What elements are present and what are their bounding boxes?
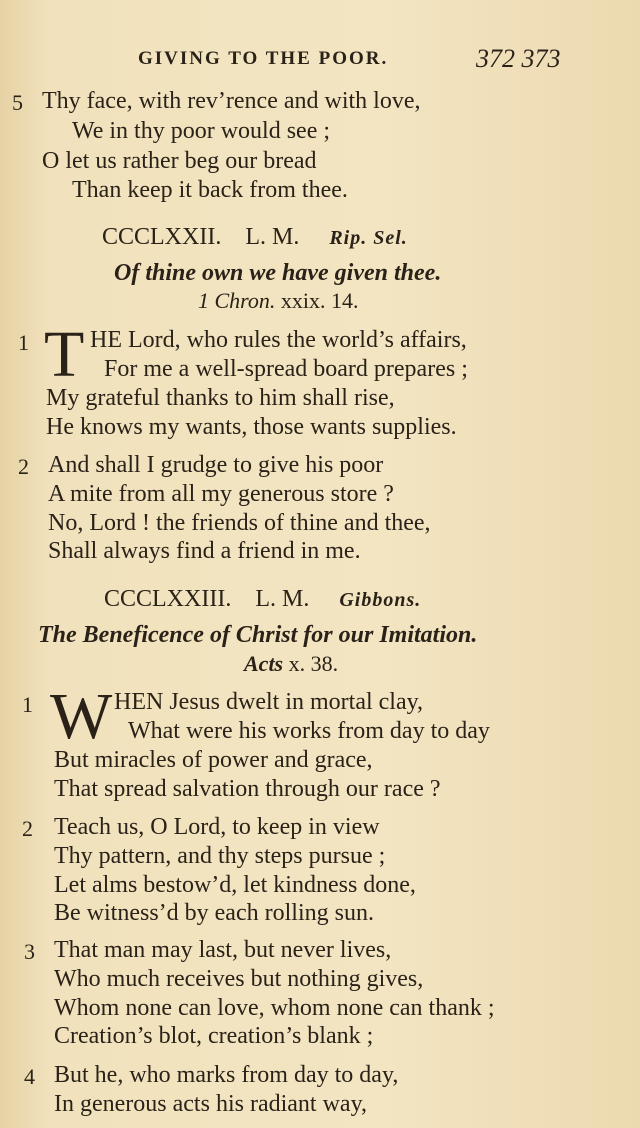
verse-line: No, Lord ! the friends of thine and thee,	[48, 510, 431, 536]
hymn-tune: Rip. Sel.	[329, 227, 408, 249]
stanza-number: 2	[18, 454, 29, 479]
ref-chapter: xxix. 14.	[280, 288, 359, 313]
verse-line: Creation’s blot, creation’s blank ;	[54, 1023, 374, 1049]
verse-line: We in thy poor would see ;	[72, 118, 331, 144]
ref-chapter: x. 38.	[288, 651, 339, 676]
hymn-heading	[102, 224, 408, 251]
verse-line: Who much receives but nothing gives,	[54, 966, 424, 992]
stanza-number: 5	[12, 90, 23, 115]
verse-line: In generous acts his radiant way,	[54, 1091, 368, 1117]
hymn-title: The Beneficence of Christ for our Imitation.	[38, 622, 478, 648]
verse-line: Be witness’d by each rolling sun.	[54, 900, 374, 926]
drop-cap: W	[50, 680, 113, 753]
stanza-number: 3	[24, 939, 35, 964]
page-numbers: 372 373	[476, 44, 561, 73]
hymn-number: CCCLXXIII.	[104, 586, 232, 612]
hymn-number: CCCLXXII.	[102, 224, 222, 250]
ref-book: Acts	[244, 651, 284, 676]
verse-line: For me a well-spread board prepares ;	[104, 356, 468, 382]
stanza-number: 2	[22, 816, 33, 841]
verse-line: That spread salvation through our race ?	[54, 776, 441, 802]
stanza-number: 1	[18, 330, 29, 355]
scripture-reference	[198, 288, 359, 314]
hymn-meter: L. M.	[245, 224, 300, 250]
verse-line: Teach us, O Lord, to keep in view	[54, 814, 380, 840]
verse-line: He knows my wants, those wants supplies.	[46, 414, 457, 440]
hymn-meter: L. M.	[255, 586, 310, 612]
verse-line: Let alms bestow’d, let kindness done,	[54, 872, 416, 898]
verse-line: But miracles of power and grace,	[54, 747, 373, 773]
verse-line: My grateful thanks to him shall rise,	[46, 385, 395, 411]
hymn-heading	[104, 586, 421, 613]
verse-line: Thy pattern, and thy steps pursue ;	[54, 843, 386, 869]
verse-line: But he, who marks from day to day,	[54, 1062, 399, 1088]
verse-line: What were his works from day to day	[128, 718, 490, 744]
running-title: GIVING TO THE POOR.	[138, 48, 389, 69]
verse-line: Thy face, with rev’rence and with love,	[42, 88, 421, 114]
verse-line: O let us rather beg our bread	[42, 148, 317, 174]
verse-line: And shall I grudge to give his poor	[48, 452, 384, 478]
verse-line: A mite from all my generous store ?	[48, 481, 394, 507]
verse-line: HE Lord, who rules the world’s affairs,	[90, 327, 467, 353]
stanza-number: 1	[22, 692, 33, 717]
scripture-reference	[244, 651, 338, 677]
verse-line: Than keep it back from thee.	[72, 177, 348, 203]
verse-line: Shall always find a friend in me.	[48, 538, 361, 564]
hymn-title: Of thine own we have given thee.	[114, 260, 442, 286]
ref-book: 1 Chron.	[198, 288, 276, 313]
verse-line: That man may last, but never lives,	[54, 937, 392, 963]
stanza-number: 4	[24, 1064, 35, 1089]
drop-cap: T	[44, 318, 85, 391]
hymn-tune: Gibbons.	[339, 589, 422, 611]
verse-line: Whom none can love, whom none can thank ;	[54, 995, 495, 1021]
verse-line: HEN Jesus dwelt in mortal clay,	[114, 689, 424, 715]
